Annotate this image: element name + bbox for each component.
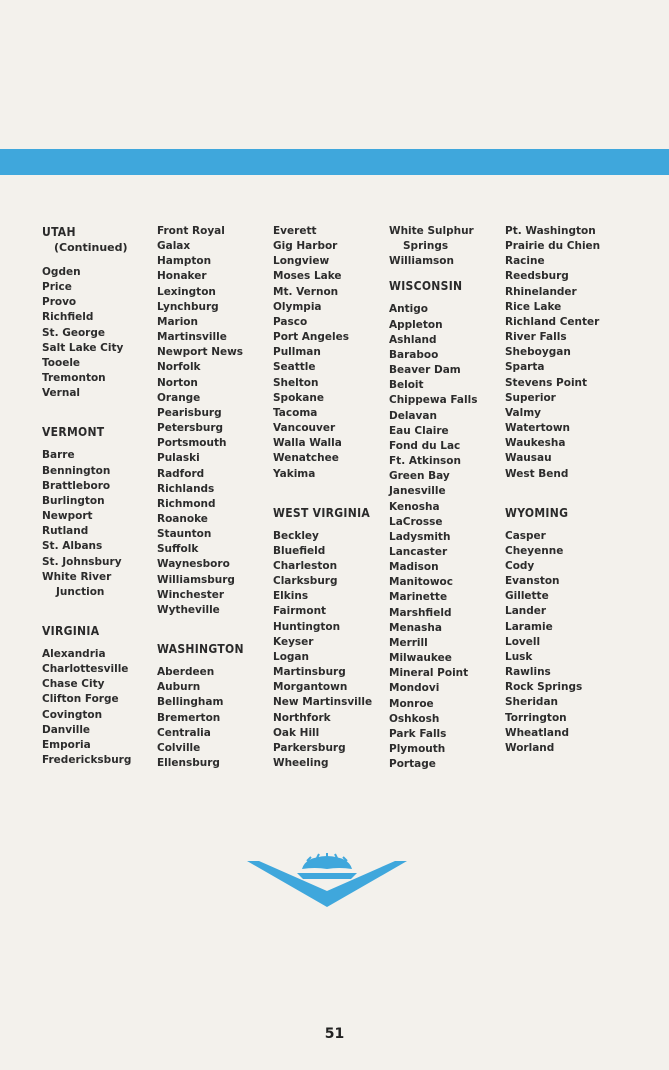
top-color-band: [0, 149, 669, 175]
list-item: Logan: [273, 650, 309, 663]
list-item: Torrington: [505, 711, 567, 724]
list-item: Chase City: [42, 678, 105, 691]
list-item: Aberdeen: [157, 666, 215, 679]
list-item: Lancaster: [389, 545, 448, 558]
list-item: Norton: [157, 376, 198, 389]
list-item: Prairie du Chien: [505, 240, 601, 253]
list-item: Cody: [505, 559, 535, 572]
list-item: Hampton: [157, 255, 212, 268]
list-item: Lusk: [505, 650, 533, 663]
list-item: Casper: [505, 529, 546, 542]
list-item: Northfork: [273, 711, 331, 724]
list-item: Suffolk: [157, 543, 199, 556]
column-3: [273, 224, 395, 771]
list-item: Marion: [157, 315, 199, 328]
list-item: Park Falls: [389, 727, 447, 740]
list-item: Danville: [42, 723, 91, 736]
list-item: Huntington: [273, 620, 341, 633]
list-item: Parkersburg: [273, 741, 346, 754]
column-2: [157, 224, 279, 771]
list-item: Keyser: [273, 635, 314, 648]
list-item: Moses Lake: [273, 270, 342, 283]
list-item: Appleton: [389, 318, 443, 331]
list-item: Pt. Washington: [505, 225, 596, 237]
list-item: Waukesha: [505, 437, 566, 450]
list-item: Winchester: [157, 588, 225, 601]
list-item: Longview: [273, 255, 330, 268]
list-item: Beckley: [273, 529, 319, 542]
list-item: Wheeling: [273, 757, 329, 769]
list-item: Laramie: [505, 620, 553, 633]
column-1: [42, 224, 164, 768]
list-item: Lexington: [157, 285, 216, 298]
list-item: Ladysmith: [389, 530, 451, 543]
list-item: Kenosha: [389, 500, 440, 513]
list-item: Price: [42, 281, 72, 294]
list-item: Colville: [157, 741, 201, 754]
list-item: Petersburg: [157, 422, 224, 435]
list-item: Martinsville: [157, 331, 227, 344]
list-item: Antigo: [389, 303, 428, 316]
list-item: Vernal: [42, 387, 81, 400]
v-crest-icon: [247, 853, 407, 909]
list-item: White River: [42, 570, 112, 583]
list-item: Honaker: [157, 270, 207, 283]
list-item: Everett: [273, 225, 317, 237]
list-item: Milwaukee: [389, 652, 452, 665]
list-item: River Falls: [505, 331, 567, 344]
list-item: Clarksburg: [273, 575, 338, 588]
list-item: Morgantown: [273, 681, 348, 694]
list-item: Rutland: [42, 525, 89, 538]
list-item: Olympia: [273, 300, 322, 313]
list-item: Charleston: [273, 559, 338, 572]
list-item: Marinette: [389, 591, 448, 604]
list-item: Rice Lake: [505, 300, 562, 313]
list-item: Walla Walla: [273, 437, 342, 450]
list-item: Monroe: [389, 697, 434, 710]
list-item: Tacoma: [273, 406, 318, 419]
list-item: Bremerton: [157, 711, 221, 724]
list-item: Barre: [42, 449, 75, 462]
list-item: Elkins: [273, 590, 309, 603]
section-heading-washington: WASHINGTON: [157, 642, 244, 657]
list-item: Pasco: [273, 315, 308, 328]
list-item: Valmy: [505, 406, 542, 419]
list-item: Plymouth: [389, 743, 446, 755]
list-item: Wausau: [505, 452, 552, 465]
list-item: Mt. Vernon: [273, 285, 339, 298]
list-item: Marshfield: [389, 606, 452, 619]
list-item: Racine: [505, 255, 545, 268]
list-item: Emporia: [42, 738, 91, 751]
list-item: Rhinelander: [505, 285, 577, 298]
list-item: Fredericksburg: [42, 754, 132, 767]
list-item: Springs: [403, 240, 449, 253]
list-item: Cheyenne: [505, 544, 564, 557]
list-item: Sheboygan: [505, 346, 571, 359]
list-item: Orange: [157, 391, 201, 404]
section-heading-utah: UTAH: [42, 225, 76, 239]
list-item: Galax: [157, 240, 191, 253]
list-item: Bellingham: [157, 696, 224, 709]
list-item: Ft. Atkinson: [389, 455, 461, 468]
list-item: Roanoke: [157, 512, 208, 525]
list-item: Alexandria: [42, 647, 106, 660]
list-item: Richlands: [157, 482, 215, 495]
list-item: Watertown: [505, 422, 571, 435]
list-item: Fairmont: [273, 605, 327, 618]
list-item: Tooele: [42, 356, 81, 369]
list-item: West Bend: [505, 467, 569, 480]
list-item: Covington: [42, 708, 103, 721]
list-item: Mondovi: [389, 682, 440, 695]
column-4: [389, 224, 511, 772]
list-item: St. Johnsbury: [42, 555, 122, 568]
list-item: Waynesboro: [157, 558, 230, 571]
section-heading-wisconsin: WISCONSIN: [389, 279, 463, 294]
list-item: Sheridan: [505, 696, 559, 709]
section-heading-vermont: VERMONT: [42, 425, 105, 440]
list-item: Gig Harbor: [273, 240, 338, 253]
list-item: New Martinsville: [273, 696, 373, 709]
list-item: Spokane: [273, 391, 324, 404]
list-item: Green Bay: [389, 470, 450, 483]
list-item: Vancouver: [273, 422, 336, 435]
section-subheading-continued: (Continued): [54, 241, 128, 254]
list-item: Pearisburg: [157, 406, 222, 419]
list-item: Front Royal: [157, 225, 225, 237]
list-item: Ashland: [389, 333, 437, 346]
list-item: Lovell: [505, 635, 541, 648]
list-item: Port Angeles: [273, 331, 349, 344]
list-item: St. Albans: [42, 540, 103, 553]
list-item: Newport: [42, 510, 93, 523]
list-item: Oshkosh: [389, 712, 440, 725]
list-item: Beloit: [389, 379, 424, 392]
list-item: Stevens Point: [505, 376, 588, 389]
list-item: White Sulphur: [389, 225, 474, 237]
list-item: Superior: [505, 391, 556, 404]
list-item: Menasha: [389, 621, 442, 634]
list-item: Staunton: [157, 528, 212, 541]
list-item: Auburn: [157, 681, 201, 694]
list-item: Norfolk: [157, 361, 201, 374]
list-item: Provo: [42, 296, 77, 309]
list-item: Wytheville: [157, 603, 220, 616]
list-item: Chippewa Falls: [389, 394, 478, 407]
list-item: Gillette: [505, 590, 549, 603]
list-item: Ogden: [42, 266, 81, 278]
list-item: Bluefield: [273, 544, 326, 557]
column-5: [505, 224, 627, 756]
list-item: Beaver Dam: [389, 364, 461, 377]
list-item: Centralia: [157, 726, 211, 739]
list-item: Bennington: [42, 464, 111, 477]
section-heading-virginia: VIRGINIA: [42, 623, 100, 638]
list-item: Salt Lake City: [42, 341, 124, 354]
list-item: Ellensburg: [157, 757, 220, 769]
list-item: LaCrosse: [389, 515, 443, 528]
list-item: Baraboo: [389, 348, 439, 361]
list-item: Tremonton: [42, 372, 106, 385]
list-item: Richmond: [157, 497, 216, 510]
page-number: 51: [324, 1026, 345, 1042]
list-item: Lynchburg: [157, 300, 219, 313]
list-item: Fond du Lac: [389, 439, 461, 452]
list-item: Junction: [56, 585, 105, 598]
list-item: Oak Hill: [273, 726, 320, 739]
list-item: Burlington: [42, 494, 105, 507]
list-item: Charlottesville: [42, 663, 129, 676]
list-item: Reedsburg: [505, 270, 569, 283]
list-item: Pulaski: [157, 452, 200, 465]
list-item: Lander: [505, 605, 547, 618]
list-item: Richfield: [42, 311, 94, 324]
list-item: Seattle: [273, 361, 316, 374]
section-heading-wyoming: WYOMING: [505, 505, 569, 520]
list-item: Eau Claire: [389, 424, 449, 437]
list-item: Wenatchee: [273, 452, 339, 465]
list-item: Williamsburg: [157, 573, 235, 586]
list-item: Brattleboro: [42, 479, 111, 492]
list-item: Portage: [389, 758, 436, 771]
list-item: Sparta: [505, 361, 545, 374]
list-item: Delavan: [389, 409, 437, 422]
list-item: Shelton: [273, 376, 319, 389]
list-item: Richland Center: [505, 315, 600, 328]
list-item: Evanston: [505, 575, 560, 588]
list-item: Mineral Point: [389, 667, 469, 680]
list-item: Worland: [505, 741, 555, 754]
list-item: Rawlins: [505, 666, 551, 679]
list-item: Manitowoc: [389, 576, 453, 589]
list-item: Madison: [389, 561, 439, 574]
list-item: Yakima: [273, 467, 316, 480]
list-item: Newport News: [157, 346, 244, 359]
list-item: Merrill: [389, 636, 428, 649]
list-item: Williamson: [389, 255, 454, 268]
list-item: Rock Springs: [505, 681, 583, 694]
list-item: St. George: [42, 326, 105, 339]
list-item: Clifton Forge: [42, 693, 119, 706]
section-heading-west-virginia: WEST VIRGINIA: [273, 505, 371, 520]
list-item: Martinsburg: [273, 666, 346, 679]
list-item: Janesville: [389, 485, 446, 498]
list-item: Portsmouth: [157, 437, 227, 450]
list-item: Radford: [157, 467, 205, 480]
list-item: Wheatland: [505, 726, 569, 739]
list-item: Pullman: [273, 346, 321, 359]
